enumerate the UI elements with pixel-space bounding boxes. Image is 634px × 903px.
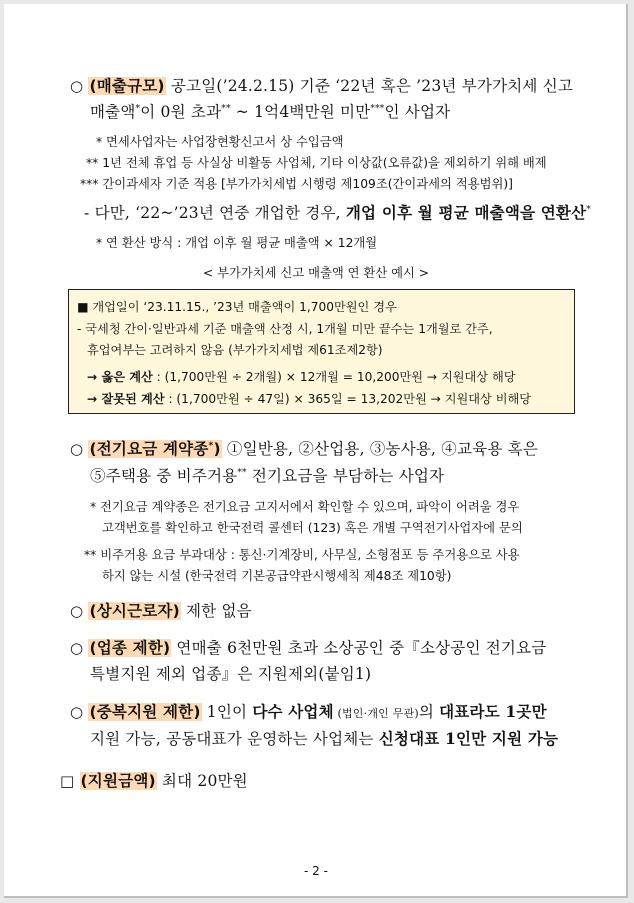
footnote-mark: * xyxy=(586,204,591,215)
example-correct-calc xyxy=(87,368,516,385)
example-line1: ■ 개업일이 ‘23.11.15., ’23년 매출액이 1,700만원인 경우 xyxy=(77,300,397,314)
duplicate-text: 지원 가능 xyxy=(90,730,156,748)
electric-criteria xyxy=(70,437,538,459)
correct-calc-label: → 옳은 계산 xyxy=(87,370,153,384)
industry-criteria xyxy=(70,636,546,658)
correct-calc-text: : (1,700만원 ÷ 2개월) × 12개월 = 10,200만원 → 지원대상 해당 xyxy=(152,370,516,384)
industry-label: (업종 제한) xyxy=(89,639,171,657)
electric-note2a: ** 비주거용 요금 부과대상 : 통신·기계장비, 사무실, 소형점포 등 주거용으로 사용 xyxy=(84,548,520,562)
bullet-square: □ xyxy=(60,772,75,790)
workers-criteria xyxy=(70,599,252,621)
electric-line2-end: 전기요금을 부담하는 사업자 xyxy=(246,467,445,485)
example-wrong-calc xyxy=(87,390,531,407)
electric-label-text: (전기요금 계약종 xyxy=(89,440,209,458)
workers-text: 제한 없음 xyxy=(180,602,252,620)
duplicate-text: , 공동대표가 운영하는 사업체는 xyxy=(155,730,379,748)
bullet-circle: ○ xyxy=(70,77,84,95)
bullet-circle: ○ xyxy=(70,440,84,458)
example-box xyxy=(68,289,575,414)
workers-label: (상시근로자) xyxy=(89,602,180,620)
electric-label xyxy=(88,440,221,458)
sales-note1: * 면세사업자는 사업장현황신고서 상 수입금액 xyxy=(96,135,344,149)
duplicate-criteria xyxy=(70,700,547,722)
electric-line1: ①일반용, ②산업용, ③농사용, ④교육용 혹은 xyxy=(221,440,538,458)
footnote-mark: ** xyxy=(221,103,231,114)
sales-line2-part: 인 사업자 xyxy=(384,103,451,121)
sales-note3: *** 간이과세자 기준 적용 [부가가치세법 시행령 제109조(간이과세의 적용범위)] xyxy=(80,177,513,191)
electric-line2 xyxy=(90,464,444,486)
page-number: - 2 - xyxy=(304,864,328,878)
electric-label-end: ) xyxy=(213,440,221,458)
sales-criteria xyxy=(70,74,573,96)
bullet-circle: ○ xyxy=(70,602,84,620)
example-title: < 부가가치세 신고 매출액 연 환산 예시 > xyxy=(202,266,430,280)
sales-sub-note: * 연 환산 방식 : 개업 이후 월 평균 매출액 × 12개월 xyxy=(96,236,378,250)
bullet-circle: ○ xyxy=(70,703,84,721)
sales-note2: ** 1년 전체 휴업 등 사실상 비활동 사업체, 기타 이상값(오류값)을 제외하기 위해 배제 xyxy=(86,156,547,170)
footnote-mark: * xyxy=(135,103,141,114)
duplicate-paren: (법인·개인 무관) xyxy=(333,707,419,720)
duplicate-label: (중복지원 제한) xyxy=(89,703,201,721)
duplicate-emphasis: 다수 사업체 xyxy=(252,702,334,721)
electric-note1a: * 전기요금 계약종은 전기요금 고지서에서 확인할 수 있으며, 파악이 어려울 경우 xyxy=(90,500,520,514)
example-line3: 휴업여부는 고려하지 않음 (부가가치세법 제61조제2항) xyxy=(87,343,383,357)
electric-line2-text: ⑤주택용 중 비주거용 xyxy=(90,467,238,485)
electric-note1b: 고객번호를 확인하고 한국전력 콜센터 (123) 혹은 개별 구역전기사업자에 문의 xyxy=(102,521,523,535)
wrong-calc-label: → 잘못된 계산 xyxy=(87,392,165,406)
industry-line1: 연매출 6천만원 초과 소상공인 중『소상공인 전기요금 xyxy=(171,639,547,657)
sales-line2-part: 이 0원 초과 xyxy=(140,103,222,121)
electric-note2b: 하지 않는 시설 (한국전력 기본공급약관시행세칙 제48조 제10항) xyxy=(102,569,452,583)
sales-sub-bullet xyxy=(84,201,591,223)
amount-text: 최대 20만원 xyxy=(156,772,248,790)
duplicate-text: 1인이 xyxy=(201,703,253,721)
footnote-mark: ** xyxy=(237,467,247,478)
industry-line2: 특별지원 제외 업종』은 지원제외(붙임1) xyxy=(90,665,372,683)
footnote-mark: * xyxy=(208,440,214,451)
wrong-calc-text: : (1,700만원 ÷ 47일) × 365일 = 13,202만원 → 지원대상 비해당 xyxy=(164,392,532,406)
sales-sub-text: - 다만, ‘22~’23년 연중 개업한 경우, xyxy=(84,204,346,222)
amount-label: (지원금액) xyxy=(80,772,156,790)
amount-criteria xyxy=(60,769,248,791)
duplicate-text: 의 xyxy=(418,703,440,721)
document-page xyxy=(4,4,628,898)
duplicate-emphasis: 신청대표 1인만 지원 가능 xyxy=(378,729,559,748)
sales-line2-part: 매출액 xyxy=(90,103,136,121)
bullet-circle: ○ xyxy=(70,639,84,657)
sales-line2 xyxy=(90,100,450,122)
sales-line2-part: ~ 1억4백만원 미만 xyxy=(230,103,371,121)
footnote-mark: *** xyxy=(370,103,385,114)
sales-line1: 공고일(’24.2.15) 기준 ‘22년 혹은 ’23년 부가가치세 신고 xyxy=(170,77,574,95)
duplicate-line2 xyxy=(90,727,558,749)
sales-label: (매출규모) xyxy=(89,77,165,95)
sales-sub-emphasis: 개업 이후 월 평균 매출액을 연환산 xyxy=(345,203,587,222)
duplicate-emphasis: 대표라도 1곳만 xyxy=(439,702,547,721)
example-line2: - 국세청 간이·일반과세 기준 매출액 산정 시, 1개월 미만 끝수는 1개월로 간주, xyxy=(77,322,493,336)
